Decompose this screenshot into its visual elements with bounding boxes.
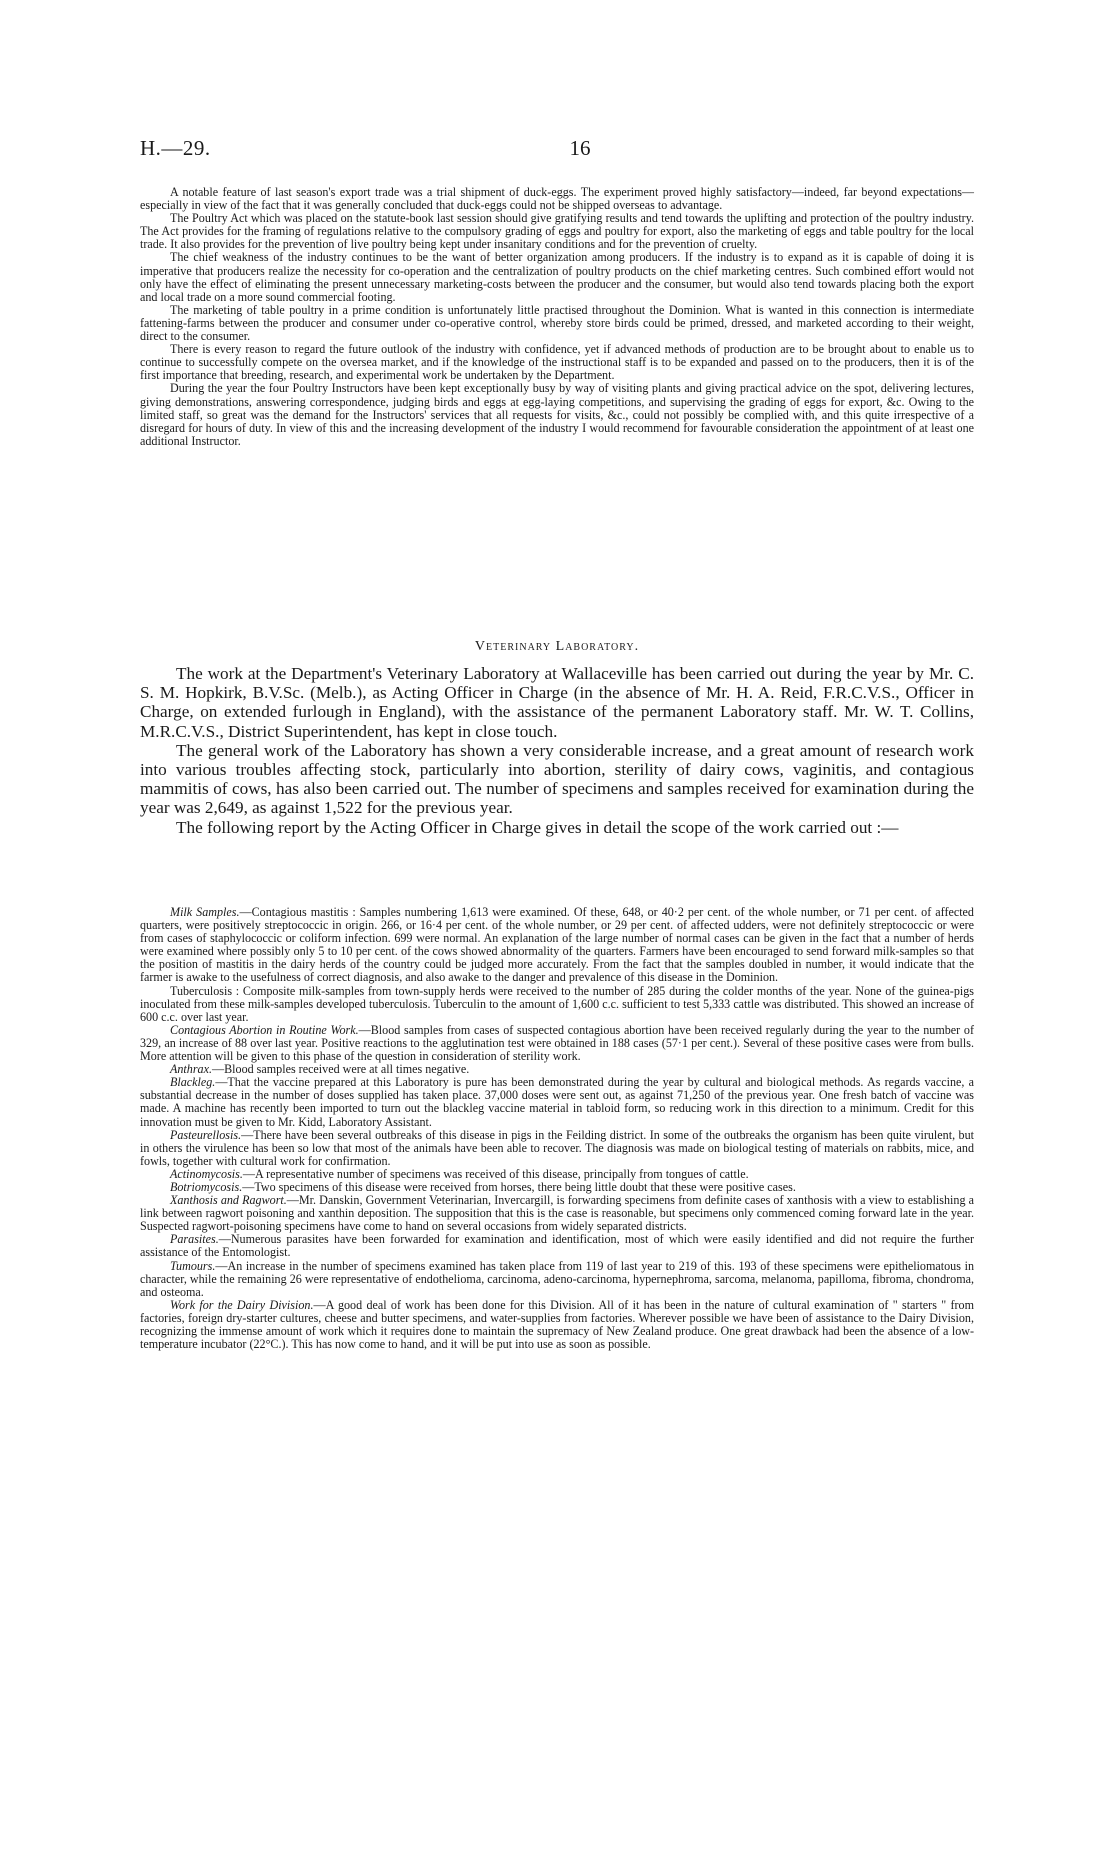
report-item-text: —A good deal of work has been done for this Division. All of it has been in the nature of cultural examination of " starters " from factories, foreign dry-starter cultures, cheese and butter specimens, and water-supplies from factories. Wherever possible we have been of assistance to the Dairy Division, recognizing the immense amount of work which it requires done to maintain the supremacy of New Zealand produce. One great drawback had been the absence of a low-temperature incubator (22°C.). This has now come to hand, and it will be put into use as soon as possible. <box>140 1297 974 1352</box>
report-item <box>140 1233 974 1259</box>
report-item <box>140 1194 974 1233</box>
body-paragraph: The Poultry Act which was placed on the statute-book last session should give gratifying results and tend towards the uplifting and protection of the poultry industry. The Act provides for the framing of regulations relative to the compulsory grading of eggs and poultry for export, also the marketing of eggs and table poultry for the local trade. It also provides for the prevention of live poultry being kept under insanitary conditions and for the prevention of cruelty. <box>140 211 974 252</box>
report-item-heading: Pasteurellosis. <box>170 1127 242 1142</box>
report-item <box>140 1129 974 1168</box>
report-item <box>140 1299 974 1351</box>
page-number: 16 <box>569 136 591 160</box>
report-item <box>140 1024 974 1063</box>
poultry-section-body <box>140 186 974 448</box>
report-item-heading: Work for the Dairy Division. <box>170 1297 314 1312</box>
report-item-heading: Contagious Abortion in Routine Work. <box>170 1022 359 1037</box>
report-item-text: —Mr. Danskin, Government Veterinarian, Invercargill, is forwarding specimens from definite cases of xanthosis with a view to establishing a link between ragwort poisoning and xanthin deposition. The supposition that this is the case is reasonable, but specimens only commenced coming forward late in the year. Suspected ragwort-poisoning specimens have come to hand on several occasions from widely separated districts. <box>140 1193 974 1234</box>
report-item-text: —That the vaccine prepared at this Laboratory is pure has been demonstrated during the year by cultural and biological methods. As regards vaccine, a substantial decrease in the number of doses supplied has taken place. 37,000 doses were sent out, as against 71,250 of the previous year. One fresh batch of vaccine was made. A machine has recently been imported to turn out the blackleg vaccine material in tabloid form, so reducing work in this direction to a minimum. Credit for this innovation must be given to Mr. Kidd, Laboratory Assistant. <box>140 1075 974 1129</box>
report-item <box>140 1076 974 1128</box>
report-item-text: —Blood samples from cases of suspected contagious abortion have been received regularly during the year to the number of 329, an increase of 88 over last year. Positive reactions to the agglutination test were obtained in 188 cases (57·1 per cent.). Several of these positive cases were from bulls. More attention will be given to this phase of the question in consideration of sterility work. <box>140 1022 974 1064</box>
report-item <box>140 906 974 985</box>
report-item-heading: Parasites. <box>170 1232 219 1247</box>
report-item-heading: Milk Samples. <box>170 905 240 919</box>
body-paragraph: The chief weakness of the industry continues to be the want of better organization among producers. If the industry is to expand as it is capable of doing it is imperative that producers realize the necessity for co-operation and the centralization of poultry products on the chief marketing centres. Such combined effort would not only have the effect of eliminating the present unnecessary marketing-costs between the producer and the consumer, but would also tend towards placing both the export and local trade on a more sound commercial footing. <box>140 250 974 304</box>
report-item-heading: Tumours. <box>170 1258 216 1273</box>
report-item-text: —There have been several outbreaks of this disease in pigs in the Feilding district. In some of the outbreaks the organism has been quite virulent, but in others the virulence has been so low that most of the animals have been able to recover. The diagnosis was made on biological testing of materials on rabbits, mice, and fowls, together with cultural work for confirmation. <box>140 1127 974 1168</box>
report-item-text: —Blood samples received were at all times negative. <box>212 1062 470 1077</box>
report-item-text: —Numerous parasites have been forwarded for examination and identification, most of which were easily identified and did not require the further assistance of the Entomologist. <box>140 1232 974 1260</box>
body-paragraph: The following report by the Acting Officer in Charge gives in detail the scope of the work carried out :— <box>176 817 899 837</box>
report-item-heading: Xanthosis and Ragwort. <box>170 1193 287 1208</box>
laboratory-intro <box>140 664 974 837</box>
report-item-text: —An increase in the number of specimens examined has taken place from 119 of last year to 219 of this. 193 of these specimens were epitheliomatous in character, while the remaining 26 were representative of endothelioma, carcinoma, adeno-carcinoma, hypernephroma, sarcoma, melanoma, papilloma, fibroma, chondroma, and osteoma. <box>140 1258 974 1299</box>
section-heading: Veterinary Laboratory. <box>474 639 640 654</box>
report-item-text: Tuberculosis : Composite milk-samples from town-supply herds were received to the number of 285 during the colder months of the year. None of the guinea-pigs inoculated from these milk-samples developed tuberculosis. Tuberculin to the amount of 1,600 c.c. sufficient to test 5,333 cattle was distributed. This showed an increase of 600 c.c. over last year. <box>140 983 974 1024</box>
report-item-text: —Contagious mastitis : Samples numbering 1,613 were examined. Of these, 648, or 40·2 per cent. of the whole number, or 71 per cent. of affected quarters, were positively streptococcic in origin. 266, or 16·4 per cent. of the whole number, or 29 per cent. of affected udders, were not definitely streptococcic or were from cases of staphylococcic or coliform infection. 699 were normal. An explanation of the large number of normal cases can be given in the fact that a number of herds were examined where possibly only 5 to 10 per cent. of the cows showed abnormality of the quarters. Farmers have been encouraged to send forward milk-samples so that the position of mastitis in the dairy herds of the country could be judged more accurately. From the fact that the samples doubled in number, it would indicate that the farmer is awake to the usefulness of correct diagnosis, and also awake to the danger and prevalence of this disease in the Dominion. <box>140 905 974 985</box>
body-paragraph: A notable feature of last season's export trade was a trial shipment of duck-eggs. The experiment proved highly satisfactory—indeed, far beyond expectations—especially in view of the fact that it was generally concluded that duck-eggs could not be shipped overseas to advantage. <box>140 185 974 213</box>
report-item-heading: Botriomycosis. <box>170 1179 243 1194</box>
body-paragraph: The general work of the Laboratory has shown a very considerable increase, and a great amount of research work into various troubles affecting stock, particularly into abortion, sterility of dairy cows, vaginitis, and contagious mammitis of cows, has also been carried out. The number of specimens and samples received for examination during the year was 2,649, as against 1,522 for the previous year. <box>140 740 974 818</box>
report-item-heading: Blackleg. <box>170 1075 216 1090</box>
body-paragraph: There is every reason to regard the future outlook of the industry with confidence, yet if advanced methods of production are to be brought about to enable us to continue to successfully compete on the oversea market, and if the knowledge of the instructional staff is to be expanded and passed on to the producers, then it is of the first importance that breeding, research, and experimental work be undertaken by the Department. <box>140 342 974 383</box>
report-item-text: —Two specimens of this disease were received from horses, there being little doubt that these were positive cases. <box>242 1179 796 1194</box>
report-reference: H.—29. <box>140 136 211 160</box>
report-item <box>140 1260 974 1299</box>
report-item-heading: Anthrax. <box>170 1062 212 1077</box>
report-item-text: —A representative number of specimens was received of this disease, principally from tongues of cattle. <box>242 1166 749 1181</box>
report-item-heading: Actinomycosis. <box>170 1166 243 1181</box>
laboratory-report <box>140 906 974 1351</box>
body-paragraph: During the year the four Poultry Instructors have been kept exceptionally busy by way of visiting plants and giving practical advice on the spot, delivering lectures, giving demonstrations, answering correspondence, judging birds and eggs at egg-laying competitions, and supervising the grading of eggs for export, &c. Owing to the limited staff, so great was the demand for the Instructors' services that all requests for visits, &c., could not possibly be complied with, and this quite irrespective of a disregard for hours of duty. In view of this and the increasing development of the industry I would recommend for favourable consideration the appointment of at least one additional Instructor. <box>140 381 974 448</box>
body-paragraph: The marketing of table poultry in a prime condition is unfortunately little practised throughout the Dominion. What is wanted in this connection is intermediate fattening-farms between the producer and consumer under co-operative control, whereby store birds could be primed, dressed, and marketed according to their weight, direct to the consumer. <box>140 302 974 344</box>
page-header <box>140 136 974 168</box>
body-paragraph: The work at the Department's Veterinary Laboratory at Wallaceville has been carried out during the year by Mr. C. S. M. Hopkirk, B.V.Sc. (Melb.), as Acting Officer in Charge (in the absence of Mr. H. A. Reid, F.R.C.V.S., Officer in Charge, on extended furlough in England), with the assistance of the permanent Laboratory staff. Mr. W. T. Collins, M.R.C.V.S., District Superintendent, has kept in close touch. <box>140 664 974 741</box>
report-item <box>140 985 974 1024</box>
